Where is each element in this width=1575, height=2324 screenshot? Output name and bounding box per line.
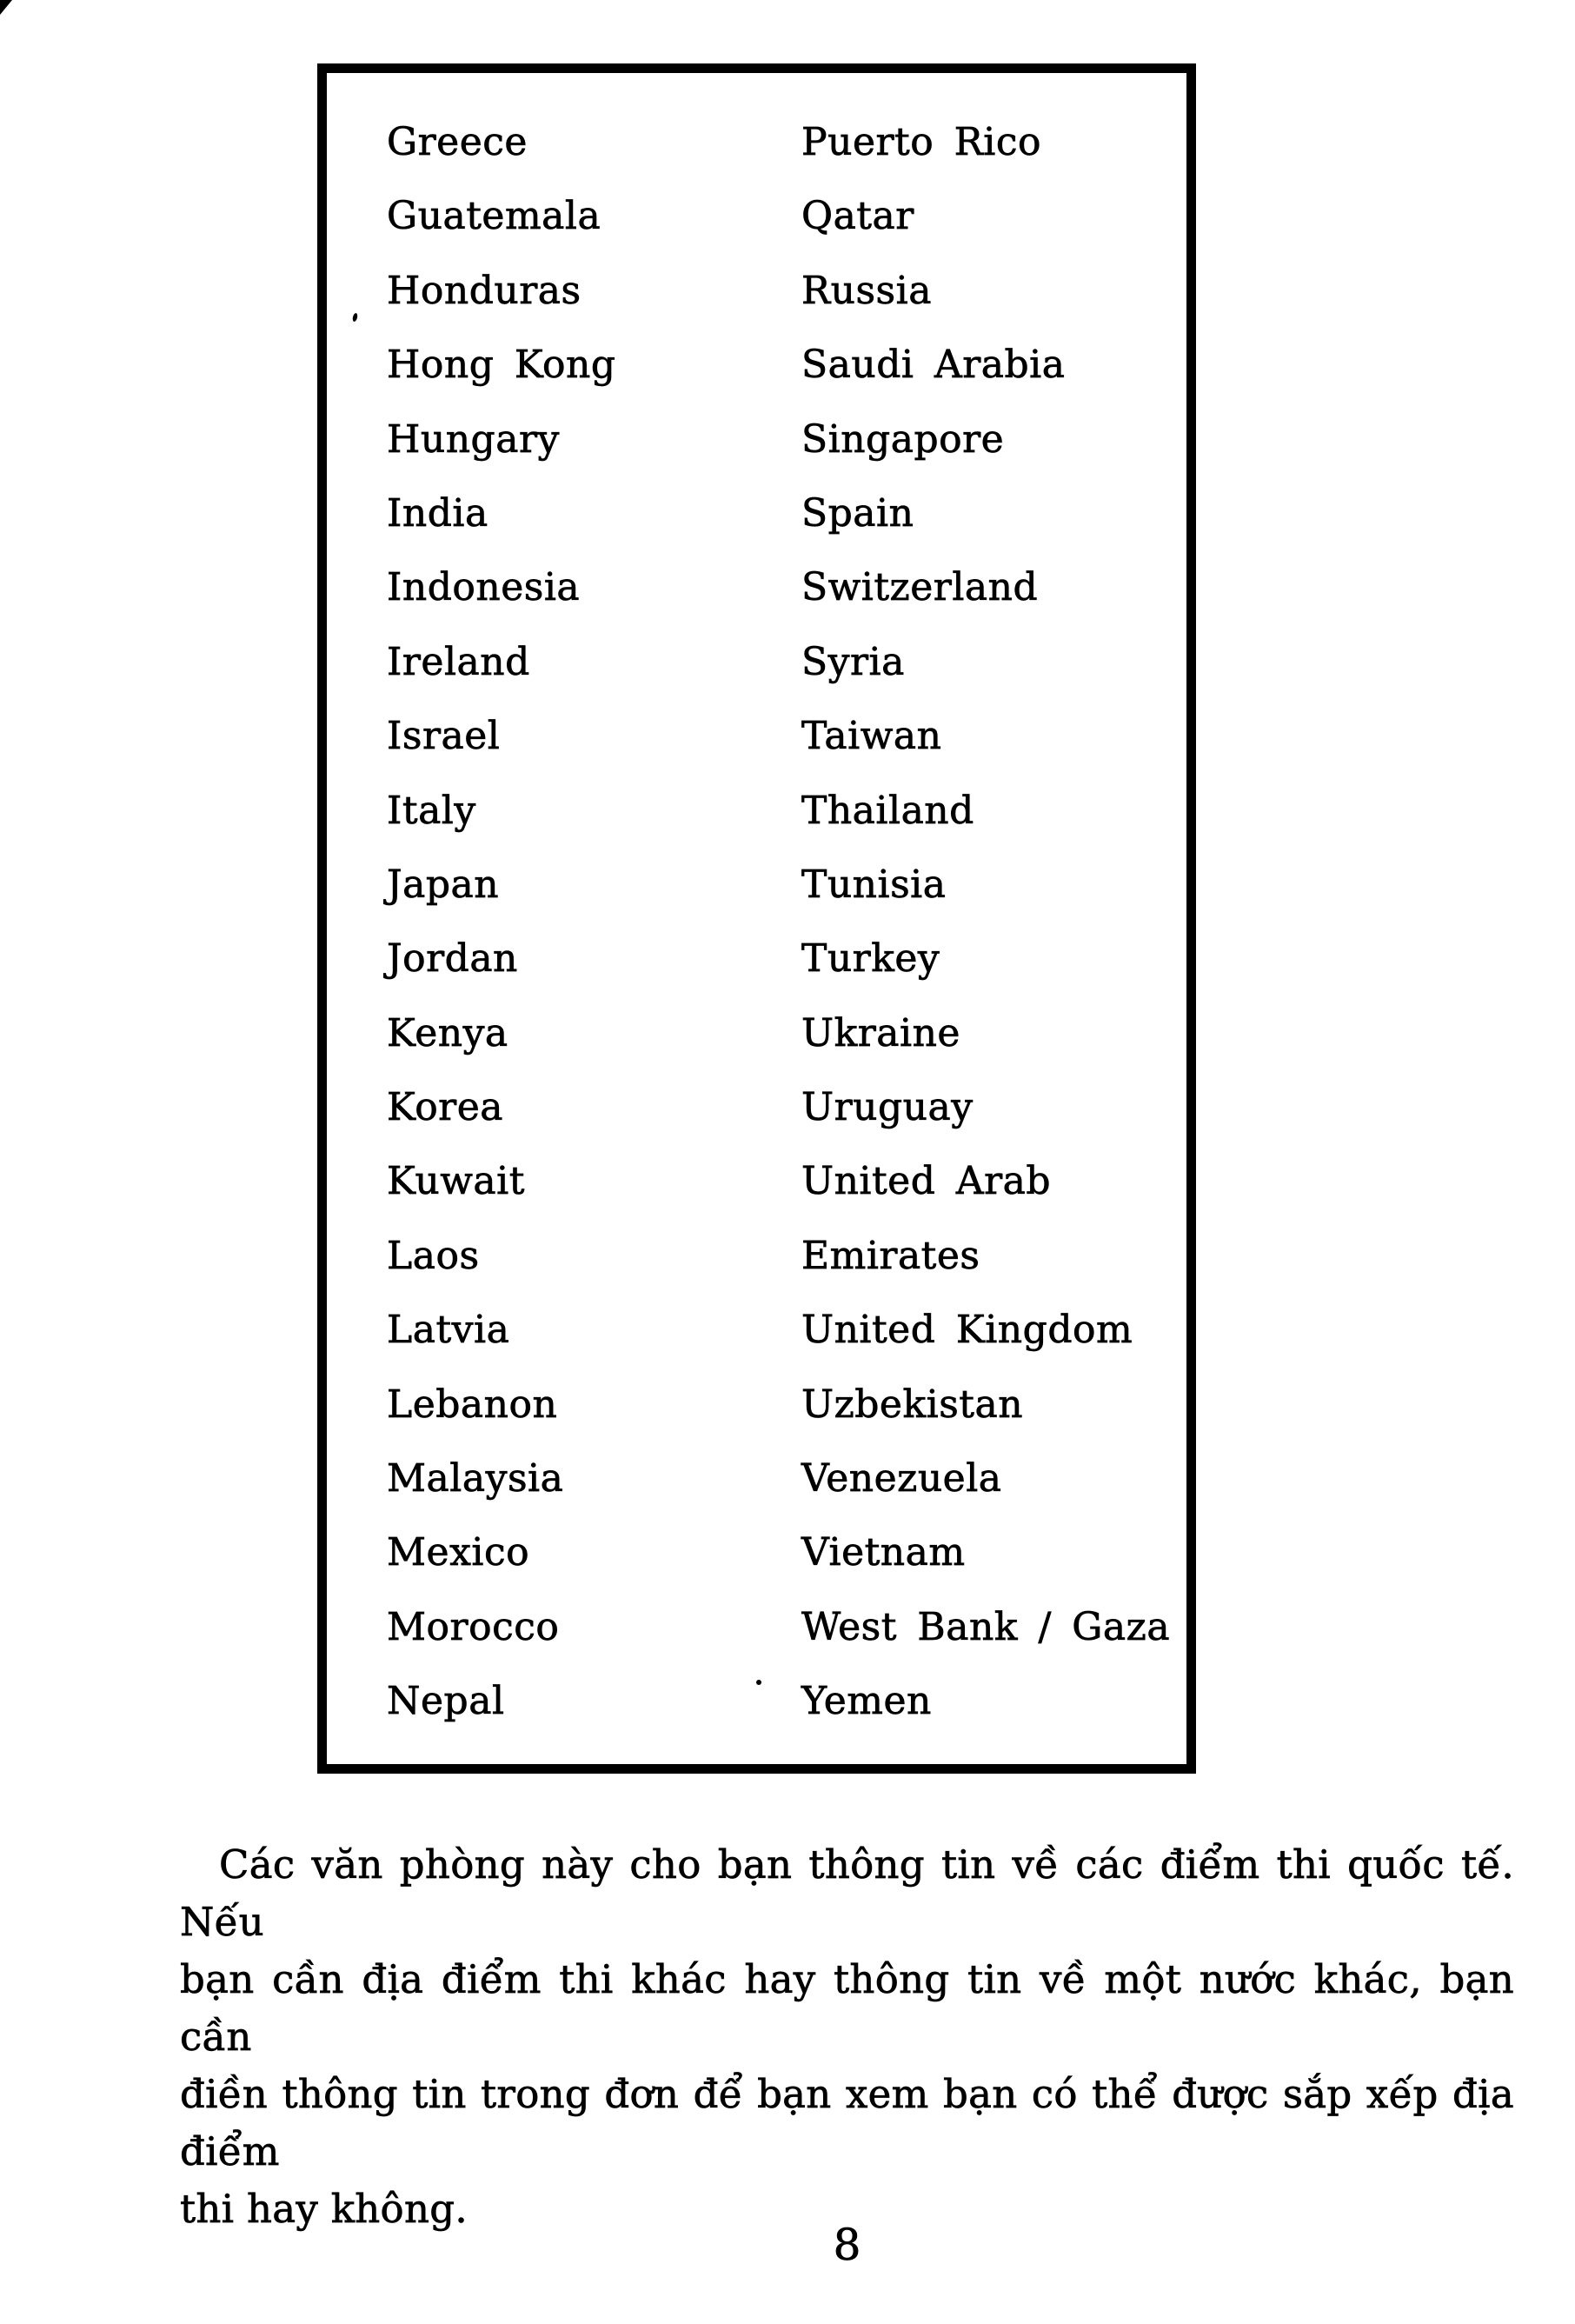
country-name: Spain bbox=[801, 490, 914, 536]
country-name: Hong Kong bbox=[387, 343, 616, 388]
country-name: Saudi Arabia bbox=[801, 343, 1066, 388]
page-number: 8 bbox=[833, 2220, 861, 2270]
country-name: United Arab bbox=[801, 1159, 1052, 1204]
country-name: Honduras bbox=[387, 268, 581, 313]
country-column-right bbox=[801, 105, 1170, 1739]
country-name: Italy bbox=[387, 788, 476, 833]
country-name: Yemen bbox=[801, 1679, 932, 1724]
country-list-box bbox=[317, 63, 1196, 1774]
paragraph-line: điền thông tin trong đơn để bạn xem bạn có thể được sắp xếp địa điểm bbox=[180, 2071, 1514, 2174]
country-name: Japan bbox=[387, 862, 500, 907]
country-name: Israel bbox=[387, 714, 501, 759]
scan-corner-artifact bbox=[0, 0, 12, 15]
country-name: Greece bbox=[387, 120, 528, 164]
country-name: Korea bbox=[387, 1085, 503, 1130]
country-name: Mexico bbox=[387, 1530, 530, 1575]
country-name: Venezuela bbox=[801, 1456, 1002, 1502]
country-name: Laos bbox=[387, 1233, 480, 1278]
country-name: Puerto Rico bbox=[801, 120, 1042, 164]
country-name: Lebanon bbox=[387, 1382, 558, 1427]
country-column-left bbox=[387, 105, 616, 1739]
country-name: Ukraine bbox=[801, 1010, 960, 1055]
country-name: Uruguay bbox=[801, 1085, 974, 1130]
country-name: Emirates bbox=[801, 1233, 980, 1278]
country-name: Uzbekistan bbox=[801, 1382, 1024, 1427]
country-name: West Bank / Gaza bbox=[801, 1604, 1171, 1649]
country-name: Guatemala bbox=[387, 194, 601, 239]
vietnamese-paragraph bbox=[180, 1836, 1514, 2238]
country-name: Nepal bbox=[387, 1679, 505, 1724]
country-name: Qatar bbox=[801, 194, 914, 239]
country-name: Ireland bbox=[387, 639, 530, 684]
country-name: Singapore bbox=[801, 416, 1005, 462]
country-name: Jordan bbox=[387, 936, 518, 982]
country-name: Syria bbox=[801, 639, 905, 684]
country-name: Russia bbox=[801, 268, 932, 313]
country-name: Kuwait bbox=[387, 1159, 525, 1204]
country-name: United Kingdom bbox=[801, 1308, 1133, 1353]
paragraph-line: bạn cần địa điểm thi khác hay thông tin về một nước khác, bạn cần bbox=[180, 1956, 1514, 2060]
country-name: Malaysia bbox=[387, 1456, 564, 1502]
country-name: Switzerland bbox=[801, 565, 1039, 610]
scan-speck bbox=[756, 1680, 761, 1685]
country-name: Indonesia bbox=[387, 565, 581, 610]
paragraph-line: thi hay không. bbox=[180, 2186, 468, 2232]
country-name: Tunisia bbox=[801, 862, 947, 907]
country-name: Turkey bbox=[801, 936, 940, 982]
country-name: Thailand bbox=[801, 788, 974, 833]
paragraph-line: Các văn phòng này cho bạn thông tin về các điểm thi quốc tế. Nếu bbox=[180, 1841, 1514, 1945]
country-name: Vietnam bbox=[801, 1530, 966, 1575]
country-name: Kenya bbox=[387, 1010, 508, 1055]
country-name: Latvia bbox=[387, 1308, 510, 1353]
country-name: Hungary bbox=[387, 416, 560, 462]
country-name: Taiwan bbox=[801, 714, 942, 759]
country-name: Morocco bbox=[387, 1604, 560, 1649]
country-name: India bbox=[387, 490, 488, 536]
